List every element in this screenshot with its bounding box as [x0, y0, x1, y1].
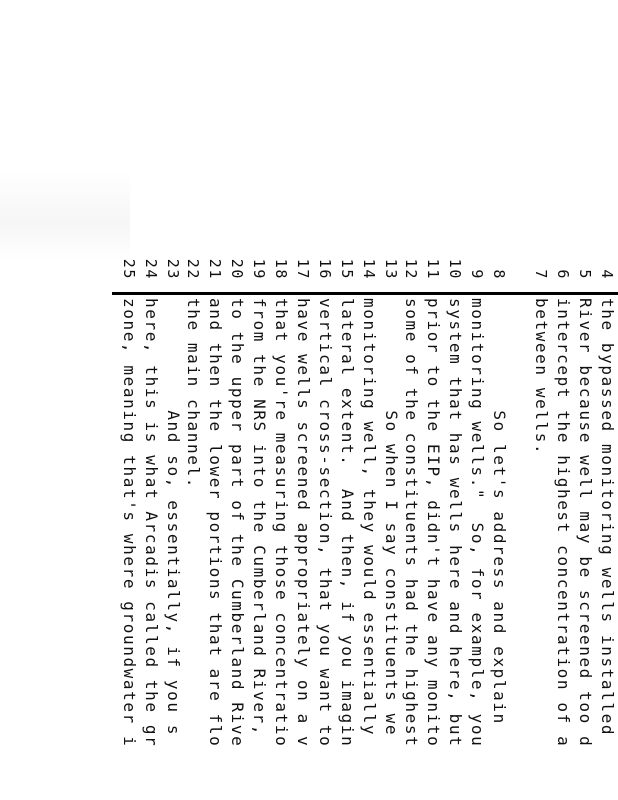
line-number: 5	[576, 269, 594, 280]
line-number: 19	[250, 258, 268, 280]
line-text: lateral extent. And then, if you imagin	[338, 298, 357, 748]
line-number: 7	[532, 269, 550, 280]
line-number: 24	[142, 258, 160, 280]
line-text: the main channel.	[184, 298, 203, 489]
line-text: and then the lower portions that are flo	[206, 298, 225, 748]
line-text: vertical cross-section, that you want to	[316, 298, 335, 748]
line-text: monitoring wells." So, for example, you	[468, 298, 487, 748]
line-text: here, this is what Arcadis called the gr	[142, 298, 161, 748]
line-text: prior to the EIP, didn't have any monito	[424, 298, 443, 748]
line-number: 20	[228, 258, 246, 280]
margin-rule	[112, 292, 618, 295]
line-text: And so, essentially, if you s	[164, 298, 183, 737]
line-text: that you're measuring those concentratio	[272, 298, 291, 748]
line-number: 16	[316, 258, 334, 280]
line-text: have wells screened appropriately on a v	[294, 298, 313, 748]
transcript-sheet	[120, 258, 618, 800]
line-number: 15	[338, 258, 356, 280]
scan-shadow	[0, 170, 130, 260]
line-number: 25	[120, 258, 138, 280]
line-text: River because well may be screened too d	[576, 298, 595, 748]
line-number: 6	[554, 269, 572, 280]
line-number: 10	[446, 258, 464, 280]
line-number: 14	[360, 258, 378, 280]
line-text: intercept the highest concentration of a	[554, 298, 573, 748]
line-text: So when I say constituents we	[382, 298, 401, 737]
line-number: 11	[424, 258, 442, 280]
line-number: 13	[382, 258, 400, 280]
line-number: 17	[294, 258, 312, 280]
line-number: 21	[206, 258, 224, 280]
line-number: 4	[598, 269, 616, 280]
line-text: to the upper part of the Cumberland Rive	[228, 298, 247, 748]
line-text: from the NRS into the Cumberland River,	[250, 298, 269, 737]
line-number: 23	[164, 258, 182, 280]
line-number: 18	[272, 258, 290, 280]
line-text: So let's address and explain	[490, 298, 509, 725]
line-text: monitoring well, they would essentially	[360, 298, 379, 737]
line-number: 22	[184, 258, 202, 280]
line-text: between wells.	[532, 298, 551, 456]
line-text: zone, meaning that's where groundwater i	[120, 298, 139, 748]
line-text: some of the constituents had the highest	[402, 298, 421, 748]
line-text: system that has wells here and here, but	[446, 298, 465, 748]
line-text: the bypassed monitoring wells installed	[598, 298, 617, 737]
line-number: 12	[402, 258, 420, 280]
line-number: 9	[468, 269, 486, 280]
line-number: 8	[490, 269, 508, 280]
